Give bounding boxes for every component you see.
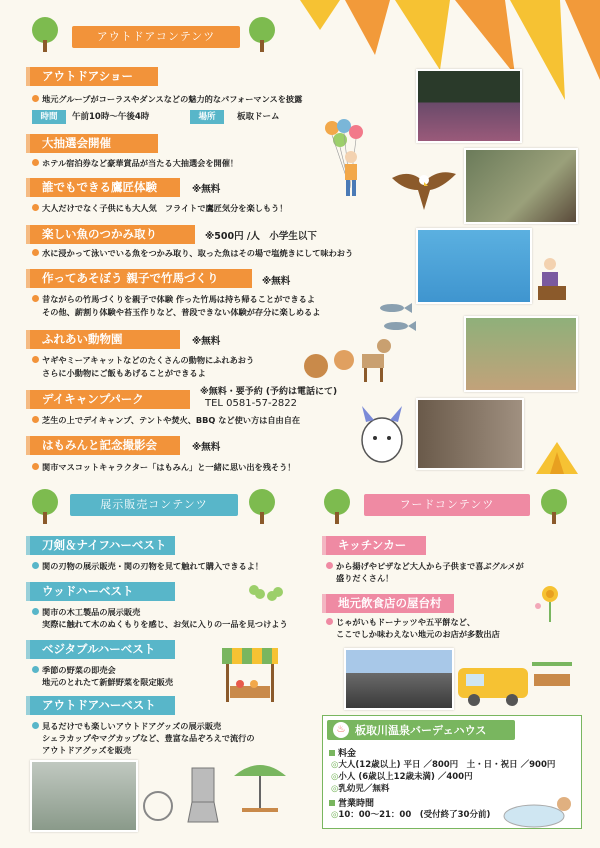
cookware-icon [140,762,230,826]
food-truck-icon [456,654,574,710]
item-desc: 地元のとれたて新鮮野菜を限定販売 [42,677,174,687]
item-note: ※無料・要予約 (予約は電話にて) [200,387,338,397]
item-desc: ここでしか味わえない地元のお店が多数出店 [336,629,500,639]
item-desc: 見るだけでも楽しいアウトドアグッズの展示販売 [32,720,221,732]
item-desc: から揚げやピザなど大人から子供まで喜ぶグルメが [326,560,524,572]
item-title: 誰でもできる鷹匠体験 [30,178,180,197]
tree-icon [245,488,279,524]
parasol-table-icon [232,754,288,826]
onsen-title-bar [327,720,515,740]
item-desc: 水に浸かって泳いでいる魚をつかみ取り、取った魚はその場で塩焼きにして味わおう [32,247,353,259]
item-desc: アウトドアグッズを販売 [42,745,132,755]
outdoor-goods-photo [30,760,138,832]
item-title: アウトドアハーベスト [30,696,175,715]
item-desc: 地元グループがコーラスやダンスなどの魅力的なパフォーマンスを披露 [32,93,302,105]
item-desc: 盛りだくさん！ [336,573,394,583]
reading-person-icon [530,256,572,302]
animals-icon [300,330,392,384]
item-desc: その他、薪割り体験や苔玉作りなど、普段できない体験が存分に楽しめるよ [42,307,321,317]
item-title: 地元飲食店の屋台村 [326,594,454,613]
flower-icon [530,580,570,624]
kitchen-car-photo [344,648,454,710]
item-desc: ホテル宿泊券など豪華賞品が当たる大抽選会を開催！ [32,157,238,169]
hours-value: ◎10：00～21：00 (受付終了30分前) [331,810,491,820]
item-title: キッチンカー [326,536,426,555]
tree-icon [245,16,279,52]
item-title: 作ってあそぼう 親子で竹馬づくり [30,269,252,288]
item-title: 刀剣＆ナイフハーベスト [30,536,175,555]
hamomin-mascot-icon [354,406,410,468]
item-desc: 芝生の上でデイキャンプ、テントや焚火、BBQ など使い方は自由自在 [32,414,300,426]
item-desc: じゃがいもドーナッツや五平餅など、 [326,616,475,628]
item-title: ベジタブルハーベスト [30,640,175,659]
petting-zoo-photo [464,316,578,392]
day-camp-photo [416,398,524,470]
tree-icon [28,16,62,52]
item-title: はもみんと記念撮影会 [30,436,180,455]
place-value: 板取ドーム [237,112,280,122]
fee-child: ◎小人 (6歳以上12歳未満) ／400円 [331,772,473,782]
tree-icon [320,488,354,524]
clover-icon [246,582,286,606]
tree-icon [537,488,571,524]
time-label: 時間 [32,110,66,124]
falconry-photo [464,148,578,224]
eagle-icon [390,160,458,216]
item-desc: 大人だけでなく子供にも大人気 フライトで鷹匠気分を楽しもう！ [32,202,287,214]
hot-spring-icon: ♨ [333,722,349,738]
item-title: アウトドアショー [30,67,158,86]
fee-infant: ◎乳幼児／無料 [331,784,390,794]
item-desc: ヤギやミーアキャットなどのたくさんの動物にふれあおう [32,354,254,366]
item-desc: 季節の野菜の即売会 [32,664,116,676]
item-note: ※無料 [192,184,221,195]
tree-icon [28,488,62,524]
food-section-header: フードコンテンツ [364,494,530,516]
item-title: 大抽選会開催 [30,134,158,153]
item-title: ふれあい動物園 [30,330,180,349]
child-icon [340,150,362,198]
stage-performance-photo [416,69,522,143]
item-title: 楽しい魚のつかみ取り [30,225,195,244]
item-desc: さらに小動物にご飯もあげることができるよ [42,368,206,378]
item-desc: 昔ながらの竹馬づくりを親子で体験 作った竹馬は持ち帰ることができるよ [32,293,315,305]
item-desc: 関市マスコットキャラクター「はもみん」と一緒に思い出を残そう！ [32,461,296,473]
item-note: ※500円 /人 小学生以下 [205,231,317,242]
fish-catching-photo [416,228,532,304]
item-desc: 関の刃物の展示販売・関の刃物を見て触れて購入できるよ！ [32,560,263,572]
vegetable-stall-icon [220,646,280,704]
outdoor-section-header: アウトドアコンテンツ [72,26,240,48]
fee-adult: ◎大人(12歳以上) 平日 ／800円 土・日・祝日 ／900円 [331,760,556,770]
fish-icon [376,300,416,334]
item-note: ※無料 [192,442,221,453]
phone-number: TEL 0581-57-2822 [205,398,298,409]
hot-spring-bath-icon [500,790,574,830]
hours-label: 営業時間 [329,796,374,809]
item-title: デイキャンプパーク [30,390,190,409]
item-title: ウッドハーベスト [30,582,175,601]
item-note: ※無料 [192,336,221,347]
item-note: ※無料 [262,276,291,287]
onsen-title: 板取川温泉バーデェハウス [355,724,487,737]
item-desc: 実際に触れて木のぬくもりを感じ、お気に入りの一品を見つけよう [42,619,288,629]
item-desc: シェラカップやマグカップなど、豊富な品ぞろえで流行の [42,733,255,743]
place-label: 場所 [190,110,224,124]
item-desc: 関市の木工製品の展示販売 [32,606,140,618]
fee-label: 料金 [329,746,356,759]
time-value: 午前10時～午後4時 [72,112,150,122]
exhibit-section-header: 展示販売コンテンツ [70,494,238,516]
tent-icon [534,438,580,478]
